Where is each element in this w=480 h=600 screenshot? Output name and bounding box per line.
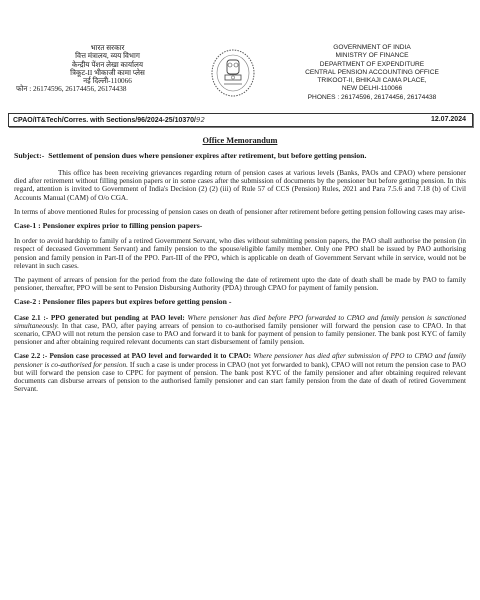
reference-bar — [8, 113, 473, 127]
letterhead-english-line: TRIKOOT-II, BHIKAJI CAMA PLACE, — [317, 77, 427, 85]
subject-text: Settlement of pension dues where pensioner expires after retirement, but before getting pension. — [48, 151, 367, 160]
case22-condition: Where pensioner has died after submission of PPO to CPAO and family pensioner is co-authorised for pension. — [14, 352, 467, 369]
rules-paragraph: In terms of above mentioned Rules for processing of pension cases on death of pensioner after retirement before getting pension following cases may arise- — [14, 207, 466, 216]
case21-text: In that case, PAO, after paying arrears of pension to co-authorised family pensioner will forward the pension case to CPAO. In that scenario, CPAO will not return the pension case to PAO and forward it to bank for payment of pension to family pensioner. The bank post KYC of family pensioner and after obtaining required relevant documents can start disbursement of family pension. — [14, 321, 466, 347]
letterhead-english-line: CENTRAL PENSION ACCOUNTING OFFICE — [305, 68, 439, 76]
letterhead-english — [272, 44, 472, 102]
case1-arrears-paragraph: The payment of arrears of pension for the period from the date following the date of retirement upto the date of death shall be made by PAO to family pensioner, thereafter, PPO will be sent to Pension Disbursing Authority (PDA) through CPAO for payment of family pension. — [14, 276, 466, 293]
reference-number-line — [13, 114, 205, 127]
case22-text: If such a case is under process in CPAO (not yet forwarded to bank), CPAO will not return the pension case to PAO but will forward the pension case to CPPC for payment of pension. The bank post KYC of the family pensioner and after obtaining required relevant documents can disburse arrears of pension to the authorised family pensioner and can start family pension from the date of death of retired Government Servant. — [14, 360, 467, 394]
case2-heading: Case-2 : Pensioner files papers but expires before getting pension - — [14, 297, 232, 307]
case21-condition: Where pensioner has died before PPO forwarded to CPAO and family pension is sanctioned simultaneously. — [14, 313, 466, 330]
reference-number: CPAO/IT&Tech/Corres. with Sections/96/2024-25/10370/ — [13, 117, 196, 124]
subject-line — [14, 151, 466, 160]
letterhead-hindi-phone: फोन : 26174596, 26174456, 26174438 — [16, 85, 127, 94]
national-emblem-icon — [210, 48, 256, 98]
letterhead-hindi-line: नई दिल्ली-110066 — [83, 77, 132, 86]
letterhead-english-line: DEPARTMENT OF EXPENDITURE — [319, 60, 425, 68]
intro-paragraph: This office has been receiving grievances regarding return of pension cases at various levels (Banks, PAOs and CPAO) where pensioner died after retirement without filling pension papers or in some cases after the submission of documents by the pensioner but before getting pension. In this regard, attention is invited to Government of India's Decision (2) (2) (iii) of Rule 57 of CCS (Pension) Rules, 2021 and Para 7.5.6 and 7.18 (b) of Civil Accounts Manual (CAM) of O/o CGA. — [14, 169, 466, 202]
letterhead-english-line: NEW DELHI-110066 — [341, 85, 403, 93]
letterhead-hindi-line: त्रिकूट-II भीकाजी कामा प्लेस — [70, 68, 145, 77]
case21-paragraph — [14, 314, 466, 347]
letterhead-hindi — [10, 44, 205, 94]
case22-paragraph — [14, 352, 466, 393]
letterhead-hindi-line: वित्त मंत्रालय, व्यय विभाग — [75, 52, 140, 61]
case1-paragraph: In order to avoid hardship to family of a retired Government Servant, who dies without submitting pension papers, the PAO shall authorise the pension (in respect of deceased Government Servant) and family pension to the spouse/eligible family member. Only one PPO shall be issued by PAO authorising pension and family pension in Part-II of the PPO. Part-III of the PPO, which is applicable on death of Government Servant while in service, would not be relevant in such cases. — [14, 237, 466, 270]
subject-label: Subject:- — [14, 151, 45, 160]
letterhead-english-line: GOVERNMENT OF INDIA — [333, 44, 411, 51]
memo-date: 12.07.2024 — [430, 116, 466, 123]
memo-body — [14, 151, 466, 399]
letterhead-hindi-line: केन्द्रीय पेंशन लेखा कार्यालय — [71, 60, 143, 69]
handwritten-number: 92 — [195, 116, 205, 124]
letterhead-hindi-line: भारत सरकार — [90, 44, 125, 52]
letterhead-english-line: MINISTRY OF FINANCE — [335, 52, 409, 60]
page-title: Office Memorandum — [202, 136, 278, 145]
case1-heading: Case-1 : Pensioner expires prior to filling pension papers- — [14, 221, 203, 231]
letterhead-english-phone: PHONES : 26174596, 26174456, 26174438 — [307, 93, 437, 101]
case22-heading: Case 2.2 :- Pension case processed at PAO level and forwarded it to CPAO: — [14, 352, 252, 361]
case21-heading: Case 2.1 :- PPO generated but pending at PAO level: — [14, 313, 185, 322]
